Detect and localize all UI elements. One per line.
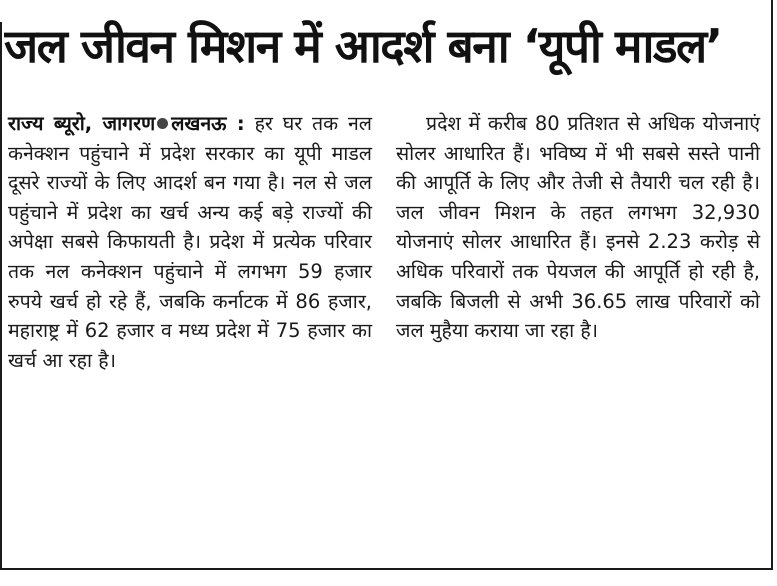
bullet-dot-icon <box>157 118 168 129</box>
article-column-right <box>396 109 760 346</box>
left-column-body: हर घर तक नल कनेक्शन पहुंचाने में प्रदेश सरकार का यूपी माडल दूसरे राज्यों के लिए आदर्श बन गया है। नल से जल पहुंचाने में प्रदेश का खर्च अन्य कई बड़े राज्यों की अपेक्षा सबसे किफायती है। प्रदेश में प्रत्येक परिवार तक नल कनेक्शन पहुंचाने में लगभग 59 हजार रुपये खर्च हो रहे हैं, जबकि कर्नाटक में 86 हजार, महाराष्ट्र में 62 हजार व मध्य प्रदेश में 75 हजार का खर्च आ रहा है। <box>8 112 373 372</box>
right-border-rule <box>771 0 773 570</box>
article-headline: जल जीवन मिशन में आदर्श बना ‘यूपी माडल’ <box>4 19 722 73</box>
article-column-left <box>8 109 372 375</box>
bottom-border-rule <box>0 568 773 570</box>
dateline-city: लखनऊ : <box>171 112 245 135</box>
right-column-body: प्रदेश में करीब 80 प्रतिशत से अधिक योजनाएं सोलर आधारित हैं। भविष्य में भी सबसे सस्ते पानी की आपूर्ति के लिए और तेजी से तैयारी चल रही है। जल जीवन मिशन के तहत लगभग 32,930 योजनाएं सोलर आधारित हैं। इनसे 2.23 करोड़ से अधिक परिवारों तक पेयजल की आपूर्ति हो रही है, जबकि बिजली से अभी 36.65 लाख परिवारों को जल मुहैया कराया जा रहा है। <box>396 112 760 343</box>
left-column-paragraph <box>8 109 372 375</box>
left-border-rule <box>0 22 2 570</box>
dateline-bureau: राज्य ब्यूरो, जागरण <box>8 112 156 135</box>
